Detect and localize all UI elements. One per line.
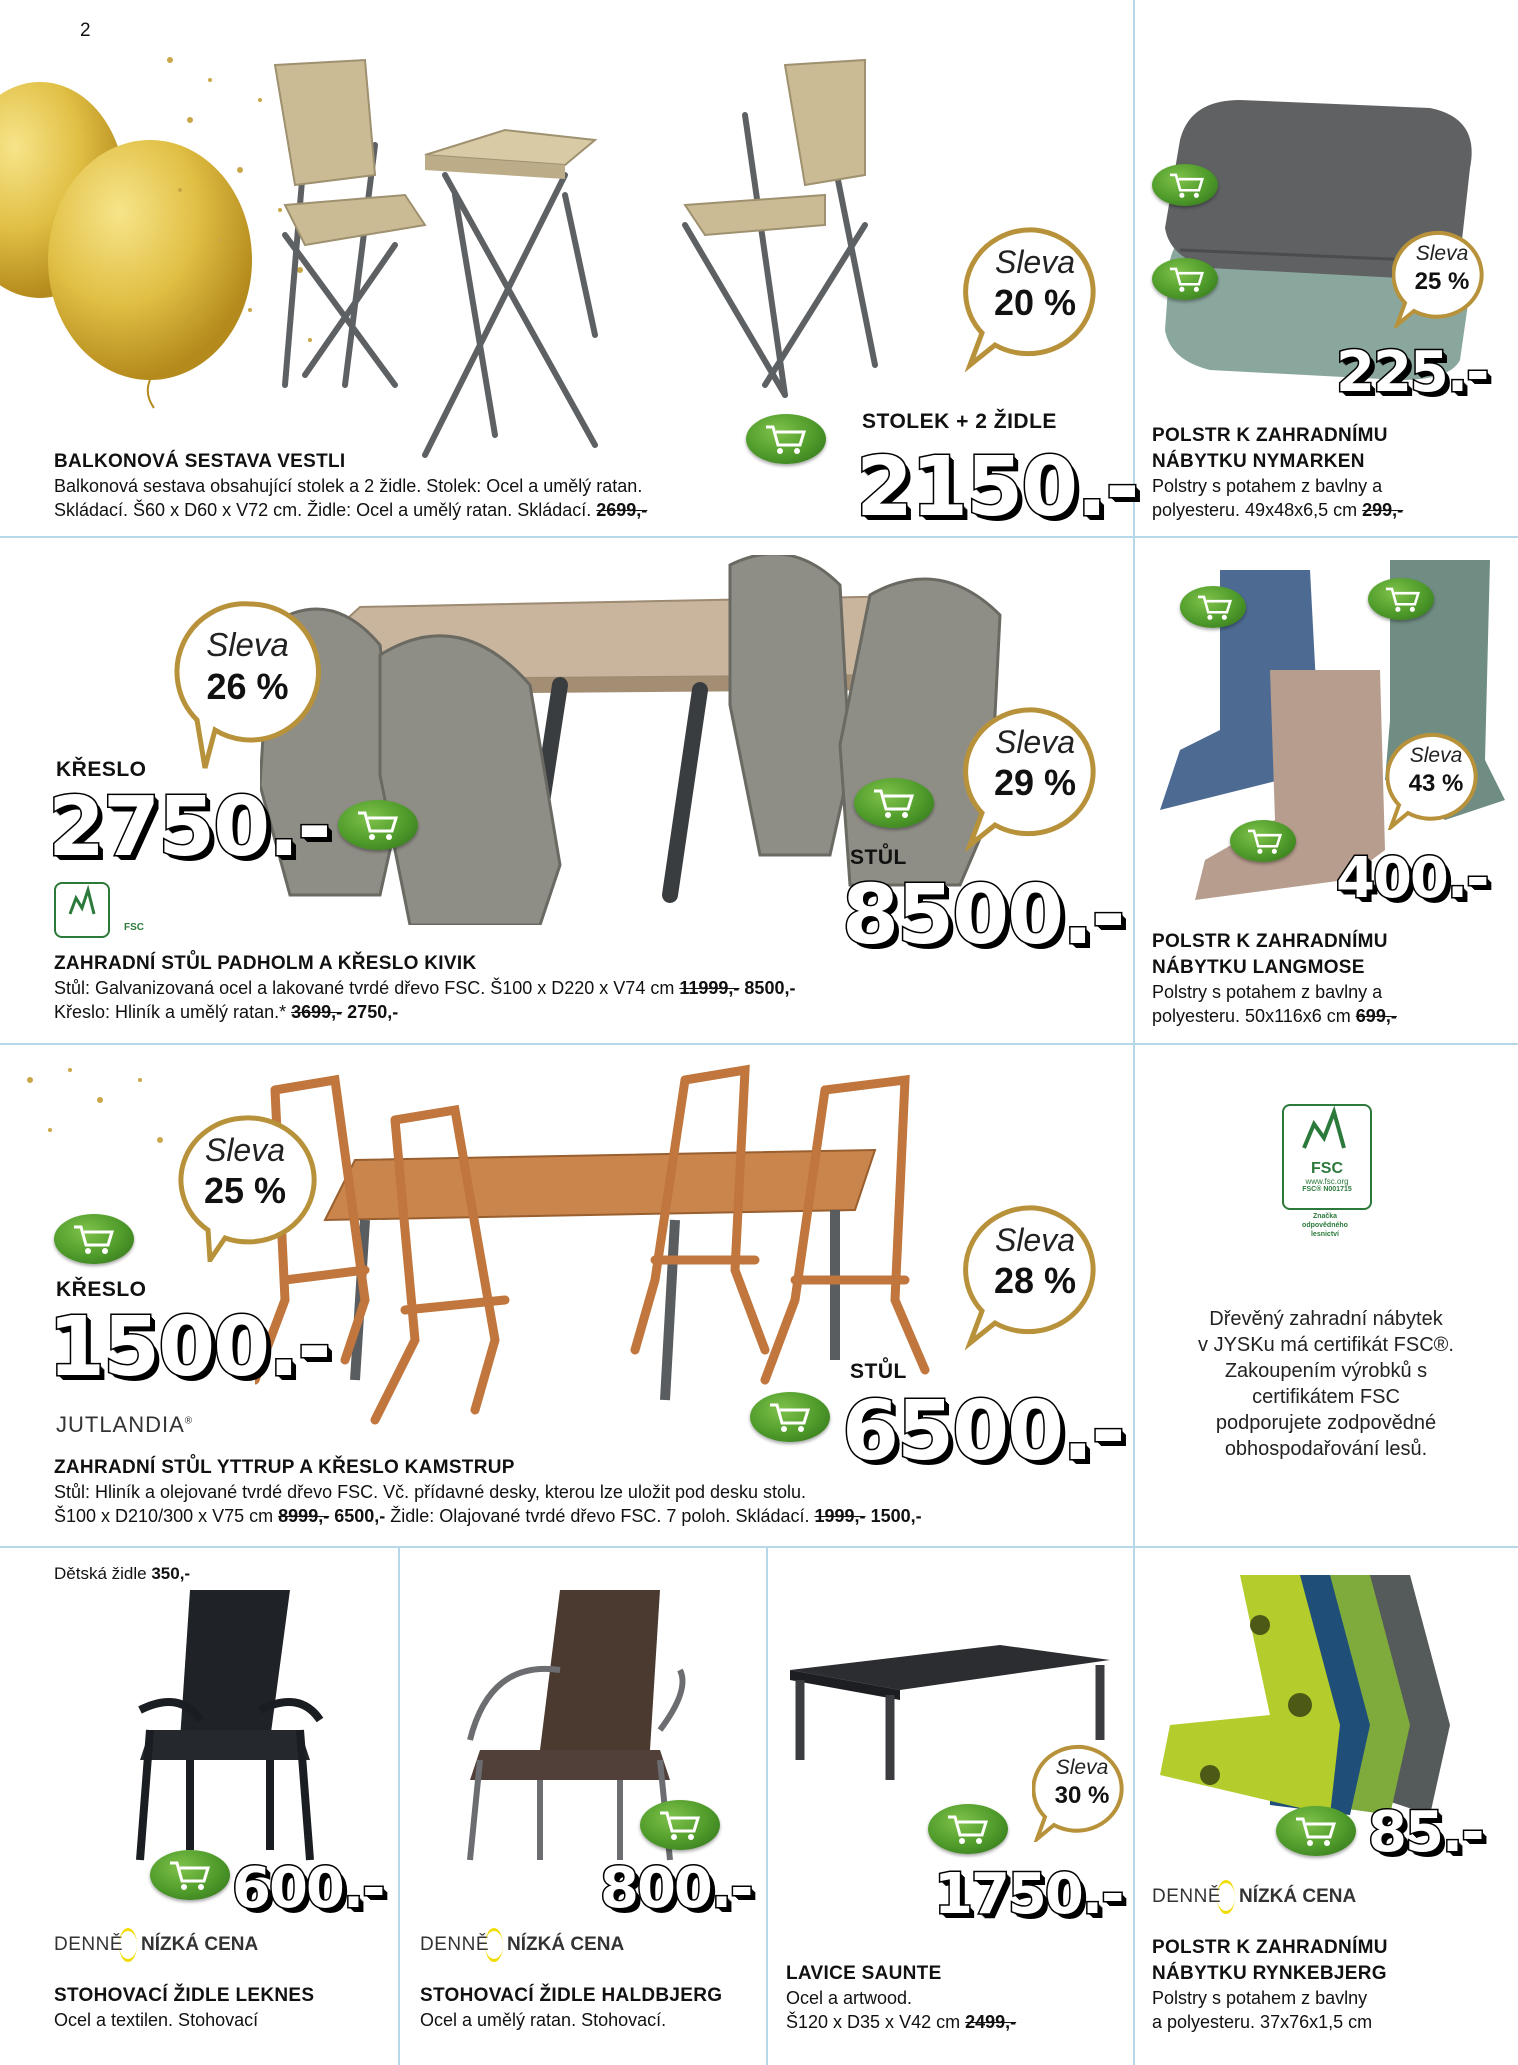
vestli-sleva-percent: 20 %	[993, 282, 1077, 323]
fsc-info-line-2: v JYSKu má certifikát FSC®.	[1198, 1334, 1454, 1356]
fsc-info-text	[1152, 1306, 1500, 1462]
nymarken-cart-button-1[interactable]	[1152, 164, 1218, 206]
vestli-cart-button[interactable]	[746, 414, 826, 464]
langmose-desc-2	[1152, 1004, 1397, 1028]
nymarken-desc-1: Polstry s potahem z bavlny a	[1152, 476, 1383, 496]
divider-bottom-1	[398, 1546, 400, 2065]
haldbjerg-dn-a: DENNĚ	[420, 1934, 490, 1955]
haldbjerg-dn-arc	[485, 1928, 503, 1962]
saunte-desc-2	[786, 2010, 1016, 2034]
haldbjerg-dn-b: NÍZKÁ CENA	[507, 1934, 625, 1955]
saunte-sleva-badge	[1032, 1742, 1132, 1842]
leknes-kids-text: Dětská židle	[54, 1564, 147, 1583]
yttrup-price-tag: STŮL	[850, 1360, 907, 1383]
vestli-title: BALKONOVÁ SESTAVA VESTLI	[54, 451, 346, 472]
yttrup-desc-2	[54, 1504, 922, 1528]
vestli-set-image	[265, 55, 905, 465]
langmose-price: 400.-	[1336, 846, 1488, 911]
vestli-price-tag: STOLEK + 2 ŽIDLE	[862, 410, 1057, 433]
padholm-sleva-badge	[960, 702, 1110, 852]
saunte-sleva-word: Sleva	[1055, 1756, 1109, 1779]
haldbjerg-cart-button[interactable]	[640, 1800, 720, 1850]
fsc-info-line-1: Dřevěný zahradní nábytek	[1209, 1308, 1443, 1330]
leknes-dn-arc	[119, 1928, 137, 1962]
jutlandia-brand-text: JUTLANDIA	[56, 1412, 185, 1437]
yttrup-old-price: 8999,-	[278, 1506, 330, 1526]
rynkebjerg-title-2: NÁBYTKU RYNKEBJERG	[1152, 1963, 1387, 1984]
fsc-tree-icon	[1284, 1106, 1370, 1156]
leknes-dn-b: NÍZKÁ CENA	[141, 1934, 259, 1955]
vestli-desc-2	[54, 498, 647, 522]
nymarken-desc-2-text: polyesteru. 49x48x6,5 cm	[1152, 500, 1358, 520]
langmose-title-1: POLSTR K ZAHRADNÍMU	[1152, 931, 1388, 952]
leknes-chair-image	[130, 1580, 330, 1870]
page-number: 2	[80, 20, 91, 41]
yttrup-sleva-badge	[960, 1200, 1110, 1350]
kivik-sleva-badge	[170, 598, 325, 773]
nymarken-sleva-badge	[1392, 228, 1492, 328]
fsc-info-line-5: podporujete zodpovědné	[1215, 1412, 1437, 1434]
haldbjerg-denne-nizka-cena	[420, 1928, 624, 1962]
rynkebjerg-dn-b: NÍZKÁ CENA	[1239, 1886, 1357, 1907]
vestli-price: 2150.-	[856, 440, 1138, 535]
divider-row-3	[0, 1546, 1518, 1548]
leknes-desc: Ocel a textilen. Stohovací	[54, 2010, 259, 2030]
kivik-desc-text: Křeslo: Hliník a umělý ratan.*	[54, 1002, 287, 1022]
yttrup-desc-2a: Š100 x D210/300 x V75 cm	[54, 1506, 274, 1526]
kamstrup-old-price: 1999,-	[814, 1506, 866, 1526]
leknes-denne-nizka-cena	[54, 1928, 258, 1962]
rynkebjerg-dn-arc	[1217, 1880, 1235, 1914]
padholm-desc-1	[54, 976, 795, 1000]
kivik-sleva-percent: 26 %	[206, 666, 289, 707]
fsc-info-line-6: obhospodařování lesů.	[1224, 1438, 1428, 1460]
langmose-title-2: NÁBYTKU LANGMOSE	[1152, 957, 1365, 978]
kivik-old-price: 3699,-	[291, 1002, 343, 1022]
kamstrup-sleva-word: Sleva	[204, 1132, 286, 1168]
rynkebjerg-title-1: POLSTR K ZAHRADNÍMU	[1152, 1937, 1388, 1958]
yttrup-desc-2b: Židle: Olajované tvrdé dřevo FSC. 7 poloh. Skládací.	[390, 1506, 810, 1526]
rynkebjerg-price: 85.-	[1368, 1800, 1483, 1865]
langmose-cart-button-1[interactable]	[1180, 586, 1246, 628]
langmose-old-price: 699,-	[1355, 1006, 1397, 1026]
rynkebjerg-dn-a: DENNĚ	[1152, 1886, 1222, 1907]
nymarken-price: 225.-	[1336, 340, 1488, 405]
haldbjerg-desc: Ocel a umělý ratan. Stohovací.	[420, 2010, 667, 2030]
kivik-cart-button[interactable]	[338, 800, 418, 850]
langmose-sleva-badge	[1386, 730, 1486, 830]
rynkebjerg-cart-button[interactable]	[1276, 1806, 1356, 1856]
nymarken-title-2: NÁBYTKU NYMARKEN	[1152, 451, 1365, 472]
saunte-cart-button[interactable]	[928, 1804, 1008, 1854]
padholm-desc-2	[54, 1000, 398, 1024]
yttrup-sleva-word: Sleva	[994, 1222, 1076, 1258]
padholm-title: ZAHRADNÍ STŮL PADHOLM A KŘESLO KIVIK	[54, 953, 477, 974]
padholm-price: 8500.-	[842, 868, 1124, 963]
leknes-dn-a: DENNĚ	[54, 1934, 124, 1955]
saunte-title: LAVICE SAUNTE	[786, 1963, 942, 1984]
confetti-dots-2	[10, 1060, 190, 1180]
haldbjerg-title: STOHOVACÍ ŽIDLE HALDBJERG	[420, 1985, 723, 2006]
fsc-small-label: FSC	[124, 922, 144, 933]
padholm-desc-1-text: Stůl: Galvanizovaná ocel a lakované tvrdé dřevo FSC. Š100 x D220 x V74 cm	[54, 978, 675, 998]
langmose-cart-button-2[interactable]	[1368, 578, 1434, 620]
nymarken-cart-button-2[interactable]	[1152, 258, 1218, 300]
fsc-logo	[1282, 1104, 1372, 1210]
nymarken-desc-2	[1152, 498, 1403, 522]
padholm-cart-button[interactable]	[854, 778, 934, 828]
yttrup-new-price: 6500,-	[334, 1506, 386, 1526]
langmose-sleva-word: Sleva	[1409, 744, 1463, 767]
rynkebjerg-desc-1: Polstry s potahem z bavlny	[1152, 1988, 1368, 2008]
kivik-price: 2750.-	[48, 780, 330, 875]
nymarken-old-price: 299,-	[1362, 500, 1404, 520]
vestli-sleva-word: Sleva	[994, 244, 1076, 280]
fsc-logo-code: FSC® N001715	[1302, 1186, 1352, 1193]
padholm-new-price: 8500,-	[744, 978, 796, 998]
rynkebjerg-cushions-image	[1150, 1565, 1500, 1825]
nymarken-sleva-word: Sleva	[1415, 242, 1469, 265]
kivik-price-tag: KŘESLO	[56, 758, 147, 781]
kamstrup-cart-button[interactable]	[54, 1214, 134, 1264]
divider-bottom-3	[1133, 1546, 1135, 2065]
vestli-desc-2-text: Skládací. Š60 x D60 x V72 cm. Židle: Ocel a umělý ratan. Skládací.	[54, 500, 592, 520]
nymarken-sleva-percent: 25 %	[1414, 268, 1470, 295]
padholm-old-price: 11999,-	[679, 978, 740, 998]
rynkebjerg-desc-2: a polyesteru. 37x76x1,5 cm	[1152, 2012, 1373, 2032]
leknes-kids-price: 350,-	[151, 1564, 191, 1583]
kivik-sleva-word: Sleva	[206, 626, 289, 663]
saunte-sleva-percent: 30 %	[1054, 1782, 1110, 1809]
divider-row-1	[0, 536, 1518, 538]
kamstrup-sleva-badge	[170, 1112, 320, 1262]
kamstrup-price-tag: KŘESLO	[56, 1278, 147, 1301]
padholm-sleva-percent: 29 %	[993, 762, 1077, 803]
nymarken-title-1: POLSTR K ZAHRADNÍMU	[1152, 425, 1388, 446]
divider-bottom-2	[766, 1546, 768, 2065]
rynkebjerg-denne-nizka-cena	[1152, 1880, 1356, 1914]
kivik-new-price: 2750,-	[347, 1002, 399, 1022]
vestli-old-price: 2699,-	[596, 500, 648, 520]
saunte-desc-1: Ocel a artwood.	[786, 1988, 913, 2008]
saunte-desc-2-text: Š120 x D35 x V42 cm	[786, 2012, 961, 2032]
yttrup-title: ZAHRADNÍ STŮL YTTRUP A KŘESLO KAMSTRUP	[54, 1457, 515, 1478]
fsc-small-logo	[54, 882, 144, 938]
padholm-sleva-word: Sleva	[994, 724, 1076, 760]
divider-row-2	[0, 1043, 1518, 1045]
yttrup-price: 6500.-	[842, 1384, 1124, 1479]
jutlandia-brand: JUTLANDIA®	[56, 1412, 194, 1437]
langmose-desc-1: Polstry s potahem z bavlny a	[1152, 982, 1383, 1002]
fsc-logo-text: FSC	[1311, 1160, 1343, 1177]
fsc-info-line-4: certifikátem FSC	[1252, 1386, 1400, 1408]
saunte-old-price: 2499,-	[965, 2012, 1017, 2032]
fsc-info-line-3: Zakoupením výrobků s	[1224, 1360, 1428, 1382]
kamstrup-new-price: 1500,-	[870, 1506, 922, 1526]
kamstrup-price: 1500.-	[48, 1300, 330, 1395]
vestli-sleva-badge	[960, 222, 1110, 372]
langmose-cart-button-3[interactable]	[1230, 820, 1296, 862]
leknes-title: STOHOVACÍ ŽIDLE LEKNES	[54, 1985, 315, 2006]
haldbjerg-price: 800.-	[600, 1856, 752, 1921]
fsc-logo-site: www.fsc.org	[1305, 1177, 1349, 1186]
yttrup-desc-1: Stůl: Hliník a olejované tvrdé dřevo FSC. Vč. přídavné desky, kterou lze uložit pod desku stolu.	[54, 1482, 807, 1502]
fsc-logo-note: Značka odpovědného lesnictví	[1302, 1213, 1348, 1238]
yttrup-cart-button[interactable]	[750, 1392, 830, 1442]
leknes-cart-button[interactable]	[150, 1850, 230, 1900]
padholm-price-tag: STŮL	[850, 846, 907, 869]
vestli-desc-1: Balkonová sestava obsahující stolek a 2 židle. Stolek: Ocel a umělý ratan.	[54, 476, 643, 496]
langmose-sleva-percent: 43 %	[1408, 770, 1464, 797]
leknes-price: 600.-	[232, 1856, 384, 1921]
langmose-desc-2-text: polyesteru. 50x116x6 cm	[1152, 1006, 1351, 1026]
yttrup-sleva-percent: 28 %	[993, 1260, 1077, 1301]
kamstrup-sleva-percent: 25 %	[203, 1170, 287, 1211]
saunte-price: 1750.-	[934, 1862, 1123, 1927]
